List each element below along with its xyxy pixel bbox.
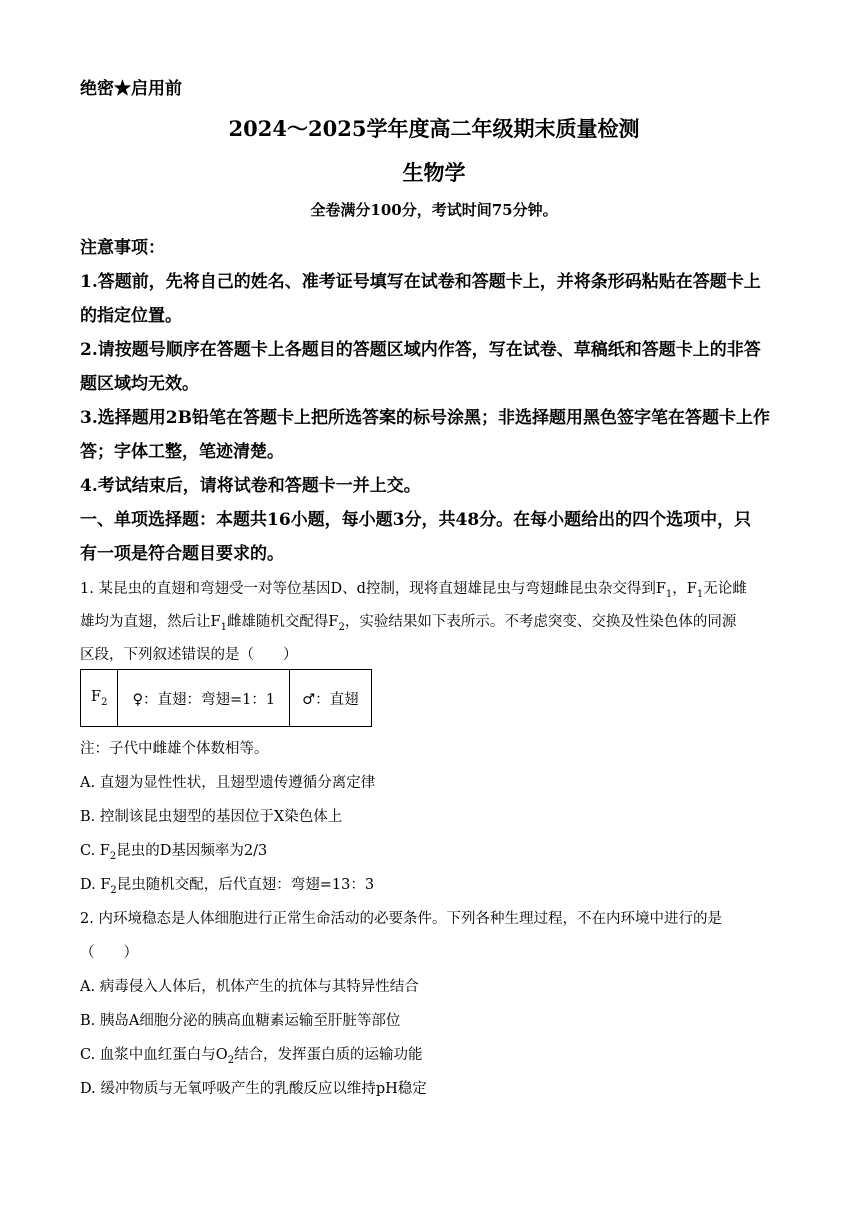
subscript: 2 — [227, 1054, 235, 1066]
notice-heading: 注意事项： — [80, 238, 165, 258]
text: F — [91, 688, 102, 705]
subscript: 2 — [338, 621, 345, 633]
q1-stem-line1 — [80, 577, 747, 600]
text: 雌雄随机交配得F — [226, 614, 339, 630]
q2-option-b: B. 胰岛A细胞分泌的胰高血糖素运输至肝脏等部位 — [80, 1013, 401, 1029]
subscript: 1 — [665, 588, 673, 600]
text: C. 血浆中血红蛋白与O — [80, 1047, 228, 1063]
notice-line: 1.答题前，先将自己的姓名、准考证号填写在试卷和答题卡上，并将条形码粘贴在答题卡上 — [80, 272, 761, 292]
q1-stem-line2 — [80, 610, 736, 633]
q1-note: 注：子代中雌雄个体数相等。 — [80, 741, 269, 757]
table-cell-male: ♂：直翅 — [290, 670, 372, 727]
notice-line: 2.请按题号顺序在答题卡上各题目的答题区域内作答，写在试卷、草稿纸和答题卡上的非答 — [80, 340, 761, 360]
table-row — [81, 670, 372, 727]
q2-stem-line2: （ ） — [80, 945, 138, 961]
text: ，F — [672, 581, 697, 597]
notice-line: 4.考试结束后，请将试卷和答题卡一并上交。 — [80, 476, 421, 496]
subject-title: 生物学 — [402, 160, 466, 185]
q2-option-a: A. 病毒侵入人体后，机体产生的抗体与其特异性结合 — [80, 979, 419, 995]
subscript: 2 — [110, 884, 117, 896]
subscript: 2 — [101, 696, 108, 708]
q1-option-d — [80, 873, 374, 896]
text: C. F — [80, 843, 110, 859]
score-info: 全卷满分100分，考试时间75分钟。 — [310, 201, 558, 219]
notice-line: 的指定位置。 — [80, 306, 182, 326]
subscript: 1 — [696, 588, 704, 600]
q1-stem-line3: 区段，下列叙述错误的是（ ） — [80, 647, 298, 663]
notice-line: 题区域均无效。 — [80, 374, 199, 394]
q1-option-a: A. 直翅为显性性状，且翅型遗传遵循分离定律 — [80, 775, 376, 791]
subscript: 1 — [220, 621, 227, 633]
text: 雄均为直翅，然后让F — [80, 614, 221, 630]
notice-line: 答；字体工整，笔迹清楚。 — [80, 442, 284, 462]
text: D. F — [80, 877, 111, 893]
section-heading: 一、单项选择题：本题共16小题，每小题3分，共48分。在每小题给出的四个选项中，只 — [80, 510, 752, 530]
subscript: 2 — [109, 850, 117, 862]
q1-option-b: B. 控制该昆虫翅型的基因位于X染色体上 — [80, 809, 343, 825]
q2-option-d: D. 缓冲物质与无氧呼吸产生的乳酸反应以维持pH稳定 — [80, 1081, 427, 1097]
text: 1. 某昆虫的直翅和弯翅受一对等位基因D、d控制，现将直翅雄昆虫与弯翅雌昆虫杂交得到F — [80, 581, 666, 597]
secret-label: 绝密★启用前 — [80, 79, 182, 99]
text: 无论雌 — [703, 581, 747, 597]
notice-line: 3.选择题用2B铅笔在答题卡上把所选答案的标号涂黑；非选择题用黑色签字笔在答题卡上作 — [80, 408, 770, 428]
text: 结合，发挥蛋白质的运输功能 — [234, 1047, 423, 1063]
q1-result-table — [80, 669, 372, 727]
table-cell-female: ♀：直翅：弯翅=1：1 — [118, 670, 290, 727]
text: ，实验结果如下表所示。不考虑突变、交换及性染色体的同源 — [344, 614, 737, 630]
exam-title: 2024～2025学年度高二年级期末质量检测 — [228, 116, 640, 141]
q2-stem-line1: 2. 内环境稳态是人体细胞进行正常生命活动的必要条件。下列各种生理过程，不在内环境中进行的是 — [80, 911, 722, 927]
q1-option-c — [80, 839, 267, 862]
text: 昆虫随机交配，后代直翅：弯翅=13：3 — [116, 877, 375, 893]
q2-option-c — [80, 1043, 423, 1066]
text: 昆虫的D基因频率为2/3 — [116, 843, 268, 859]
table-cell-generation — [81, 670, 118, 727]
section-heading-cont: 有一项是符合题目要求的。 — [80, 544, 284, 564]
